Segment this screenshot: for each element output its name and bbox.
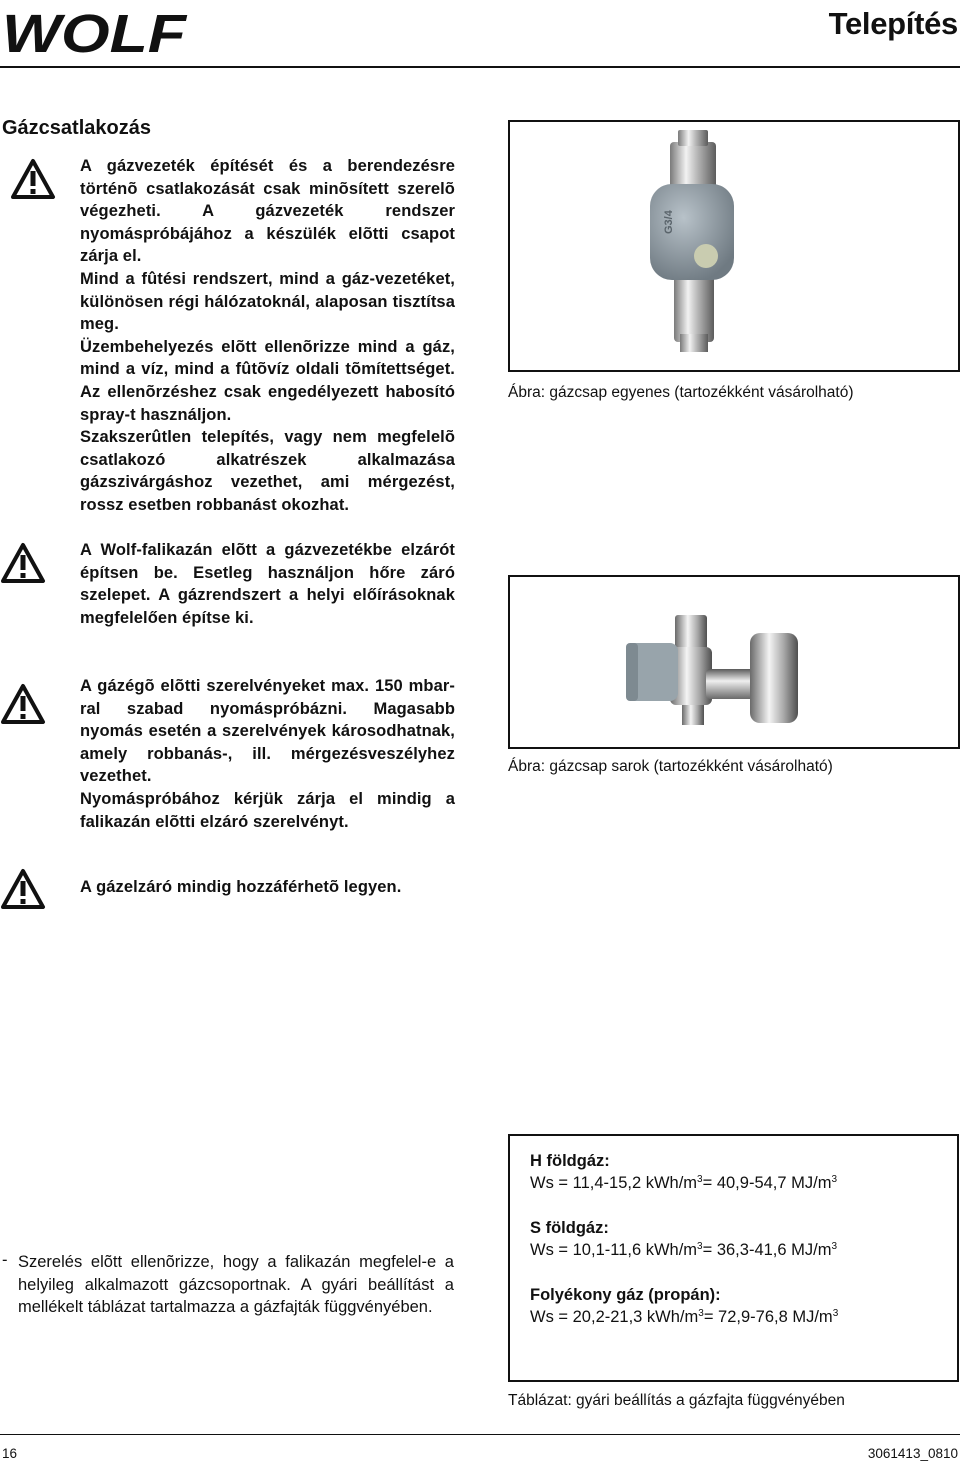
corner-valve-caption: Ábra: gázcsap sarok (tartozékként vásárolható) <box>508 758 833 775</box>
wolf-logo <box>0 6 190 56</box>
valve-label: G3/4 <box>663 210 675 234</box>
warning-triangle-icon <box>0 542 46 584</box>
warning-text-4 <box>80 876 500 899</box>
gas-type-table <box>508 1134 959 1382</box>
warning-paragraph: A gázelzáró mindig hozzáférhetõ legyen. <box>80 878 402 896</box>
warning-paragraph: Nyomáspróbához kérjük zárja el mindig a falikazán elõtti elzáró szerelvényt. <box>80 789 455 831</box>
warning-text-3 <box>80 675 455 833</box>
corner-gas-valve-photo <box>508 575 960 749</box>
warning-paragraph: Szakszerûtlen telepítés, vagy nem megfelelõ csatlakozó alkatrészek alkalmazása gázszivárgáshoz vezethet, ami mérgezést, rossz esetben robbanást okozhat. <box>80 428 455 514</box>
bullet-dash: - <box>2 1251 8 1269</box>
table-caption: Táblázat: gyári beállítás a gázfajta függvényében <box>508 1392 845 1409</box>
footer-divider <box>0 1434 960 1435</box>
warning-text-2 <box>80 539 455 629</box>
gas-row-title: S földgáz: <box>530 1219 609 1237</box>
header-divider <box>0 66 960 68</box>
warning-triangle-icon <box>0 868 46 910</box>
warning-paragraph: Üzembehelyezés elõtt ellenõrizze mind a gáz, mind a víz, mind a fûtõvíz oldali tõmítettséget. Az ellenõrzéshez csak engedélyezett habosító spray-t használjon. <box>80 337 455 424</box>
gas-row-value: Ws = 11,4-15,2 kWh/$m^3= 40,9-54,7$ $MJ/m^3$ <box>530 1174 838 1192</box>
section-title: Gázcsatlakozás <box>2 117 151 139</box>
document-code: 3061413_0810 <box>867 1446 958 1461</box>
bullet-text: Szerelés elõtt ellenõrizze, hogy a falikazán megfelel-e a helyileg alkalmazott gázcsoportnak. A gyári beállítást a mellékelt táblázat tartalmazza a gázfajták függvényében. <box>18 1253 454 1317</box>
gas-row-title: H földgáz: <box>530 1152 610 1170</box>
page-number: 16 <box>2 1446 18 1461</box>
warning-paragraph: Mind a fûtési rendszert, mind a gáz-vezetéket, különösen régi hálózatoknál, alaposan tisztítsa meg. <box>80 269 455 334</box>
straight-gas-valve-photo <box>508 120 960 372</box>
gas-row-value: Ws = 10,1-11,6 kWh/$m^3= 36,3-41,6$ $MJ/m^3$ <box>530 1241 838 1259</box>
wolf-logo-text: WOLF <box>2 6 189 56</box>
gas-row-h <box>530 1150 947 1194</box>
page-title: Telepítés <box>828 6 958 41</box>
warning-triangle-icon <box>10 158 56 200</box>
warning-paragraph: A gázégõ elõtti szerelvényeket max. 150 mbar-ral szabad nyomáspróbázni. Magasabb nyomás esetén a szerelvények károsodhatnak, amely robbanás-, ill. mérgezésveszélyhez vezethet. <box>80 677 455 786</box>
warning-text-1 <box>80 155 455 517</box>
warning-triangle-icon <box>0 683 46 725</box>
warning-paragraph: A gázvezeték építését és a berendezésre történõ csatlakozását csak minõsített szerelõ végezheti. A gázvezeték rendszer nyomáspróbájához a készülék elõtti csapot zárja el. <box>80 157 455 266</box>
warning-paragraph: A Wolf-falikazán elõtt a gázvezetékbe elzárót építsen be. Esetleg használjon hőre záró szelepet. A gázrendszert a helyi előírásoknak megfelelően építse ki. <box>80 541 455 627</box>
gas-row-propane <box>530 1284 947 1328</box>
gas-row-value: Ws = 20,2-21,3 kWh/$m^3= 72,9-76,8$ $MJ/m^3$ <box>530 1308 839 1326</box>
gas-row-title: Folyékony gáz (propán): <box>530 1286 721 1304</box>
gas-row-s <box>530 1217 947 1261</box>
straight-valve-caption: Ábra: gázcsap egyenes (tartozékként vásárolható) <box>508 384 854 401</box>
